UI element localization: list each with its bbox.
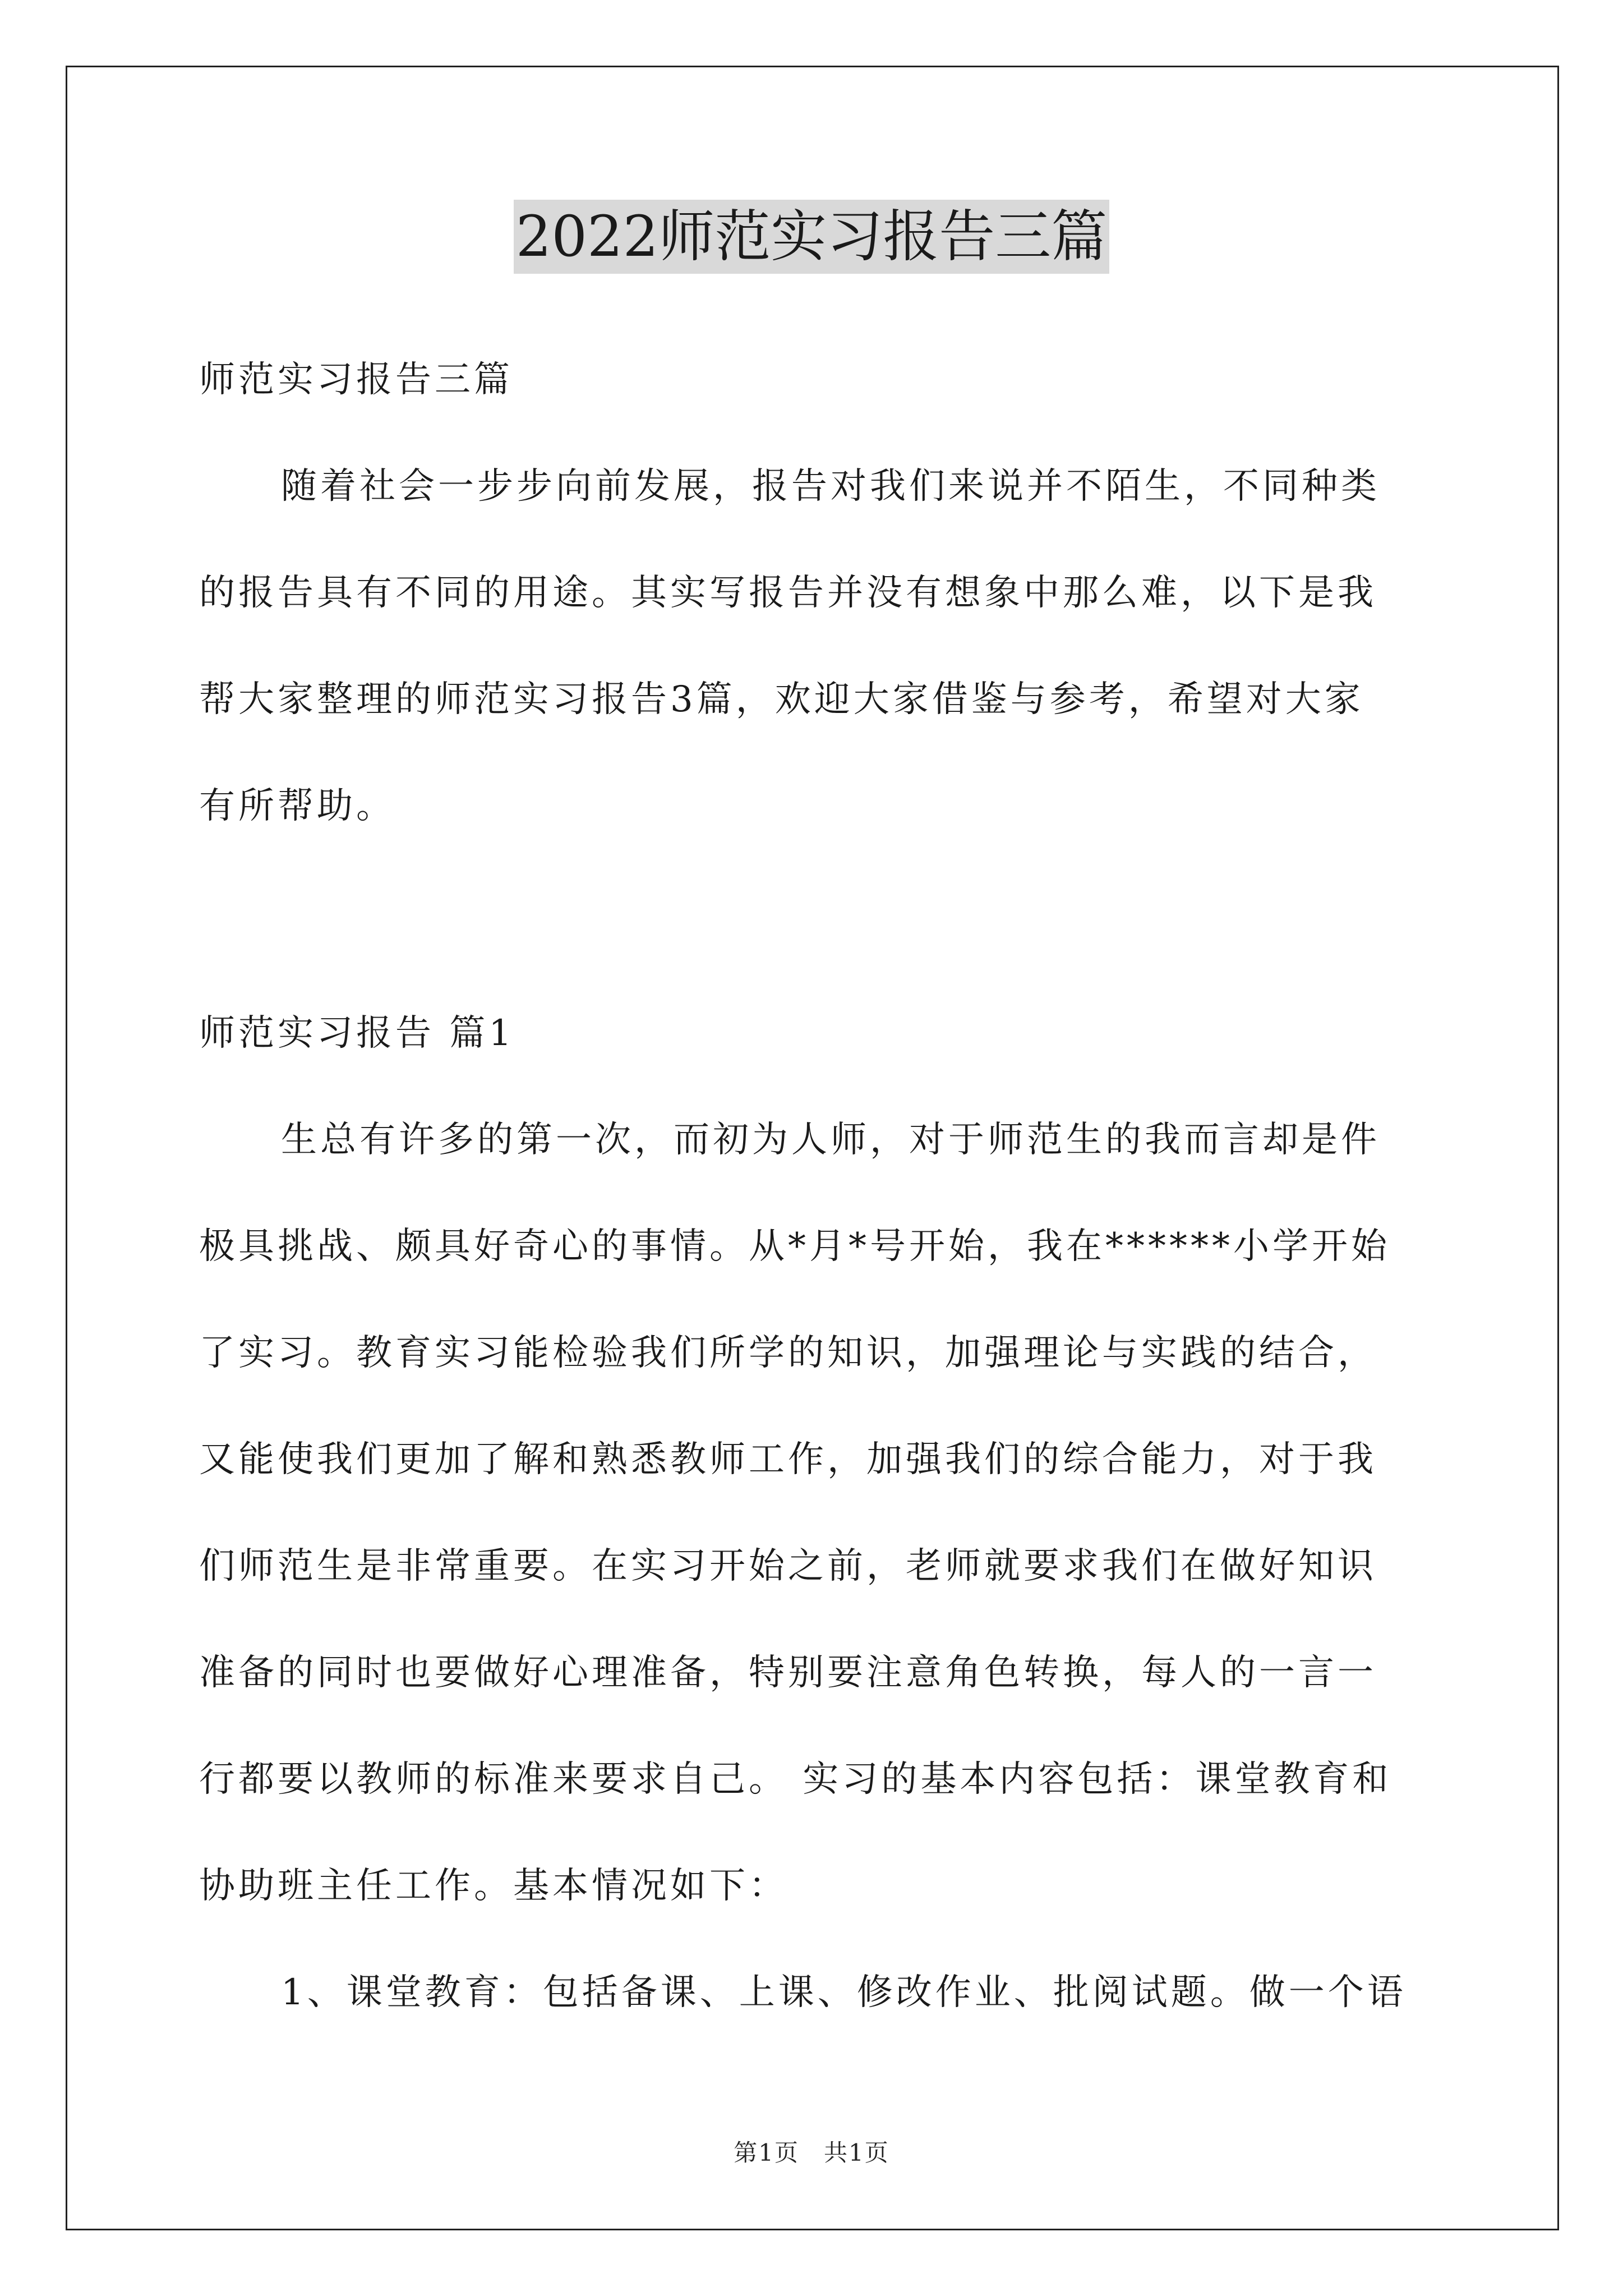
section-heading: 师范实习报告 篇1	[199, 1013, 515, 1054]
paragraph-line: 了实习。教育实习能检验我们所学的知识，加强理论与实践的结合，	[199, 1332, 1377, 1374]
paragraph-line: 随着社会一步步向前发展，报告对我们来说并不陌生，不同种类	[281, 466, 1380, 507]
subtitle-block	[199, 326, 1433, 433]
paragraph-line: 帮大家整理的师范实习报告3篇，欢迎大家借鉴与参考，希望对大家	[199, 679, 1364, 720]
section-heading-block	[199, 980, 1433, 1087]
paragraph-line: 行都要以教师的标准来要求自己。 实习的基本内容包括：课堂教育和	[199, 1759, 1392, 1800]
paragraph-line: 们师范生是非常重要。在实习开始之前，老师就要求我们在做好知识	[199, 1545, 1377, 1587]
paragraph-line: 协助班主任工作。基本情况如下：	[199, 1865, 788, 1907]
paragraph-line: 准备的同时也要做好心理准备，特别要注意角色转换，每人的一言一	[199, 1652, 1377, 1694]
list-item-line: 1、课堂教育：包括备课、上课、修改作业、批阅试题。做一个语	[281, 1972, 1407, 2013]
title-container	[0, 200, 1623, 274]
paragraph-line: 又能使我们更加了解和熟悉教师工作，加强我们的综合能力，对于我	[199, 1439, 1377, 1480]
paragraph-line: 生总有许多的第一次，而初为人师，对于师范生的我而言却是件	[281, 1119, 1380, 1161]
intro-paragraph	[199, 433, 1433, 859]
paragraph-line: 有所帮助。	[199, 785, 395, 827]
page-footer: 第1页 共1页	[734, 2139, 889, 2166]
paragraph-line: 极具挑战、颇具好奇心的事情。从*月*号开始，我在******小学开始	[199, 1226, 1390, 1267]
document-subtitle: 师范实习报告三篇	[199, 359, 513, 401]
section1-paragraph	[199, 1087, 1433, 2046]
paragraph-line: 的报告具有不同的用途。其实写报告并没有想象中那么难，以下是我	[199, 572, 1377, 614]
document-title: 2022师范实习报告三篇	[514, 200, 1110, 274]
